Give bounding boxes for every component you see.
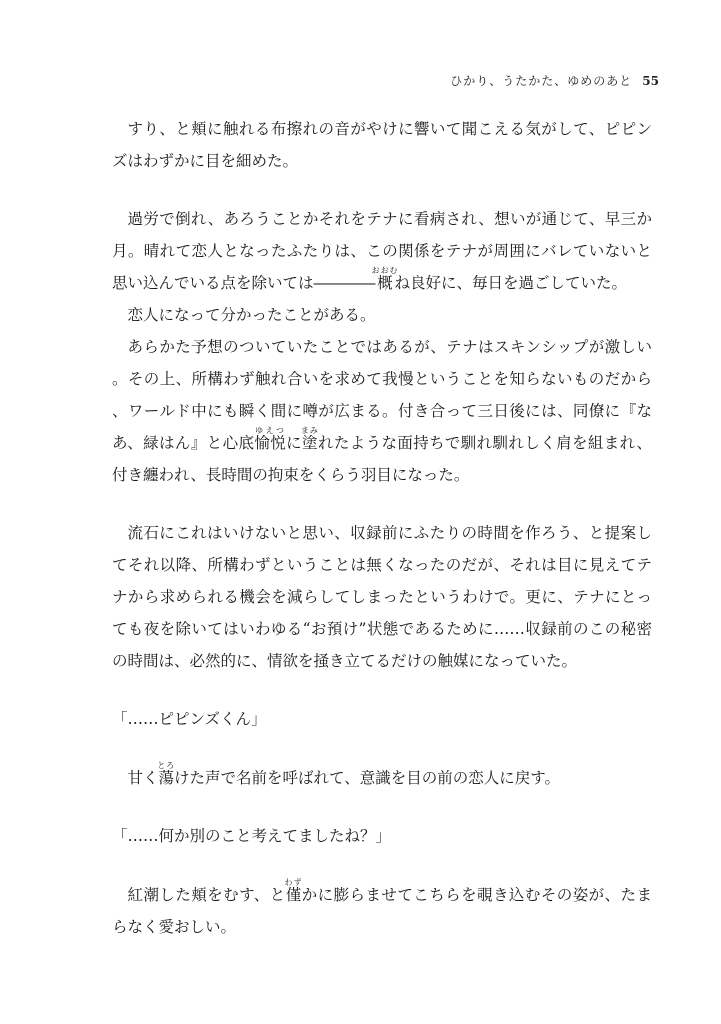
ruby-toro: 蕩とろ [157, 761, 176, 787]
section-gap [112, 852, 652, 878]
running-title: ひかり、うたかた、ゆめのあと [450, 74, 633, 88]
paragraph-4: あらかた予想のついていたことではあるが、テナはスキンシップが激しい。その上、所構わず触れ合いを求めて我慢ということを知らないものだから、ワールド中にも瞬く間に噂が広まる。付き合って三日後には、同僚に『なあ、緑はん』と心底愉悦ゆえつに塗まみれたような面持ちで馴れ馴れしく肩を組まれ、付き纏われ、長時間の拘束をくらう羽目になった。 [112, 338, 652, 484]
body-text [112, 113, 652, 943]
section-gap [112, 677, 652, 703]
paragraph-2: 過労で倒れ、あろうことかそれをテナに看病され、想いが通じて、早三か月。晴れて恋人となったふたりは、この関係をテナが周囲にバレていないと思い込んでいる点を除いては――――概おおむね良好に、毎日を過ごしていた。 [112, 210, 652, 292]
paragraph-5: 流石にこれはいけないと思い、収録前にふたりの時間を作ろう、と提案してそれ以降、所構わずということは無くなったのだが、それは目に見えてテナから求められる機会を減らしてしまったというわけで。更に、テナにとっても夜を除いてはいわゆる“お預け”状態であるために……収録前のこの秘密の時間は、必然的に、情欲を掻き立てるだけの触媒になっていた。 [112, 524, 652, 670]
section-gap [112, 794, 652, 820]
section-gap [112, 491, 652, 517]
page-number: 55 [642, 74, 659, 88]
ruby-yuetsu: 愉悦ゆえつ [254, 426, 287, 452]
paragraph-1: すり、と頬に触れる布擦れの音がやけに響いて聞こえる気がして、ピピンズはわずかに目を細めた。 [112, 120, 652, 170]
section-gap [112, 735, 652, 761]
dialogue-1: 「……ピピンズくん」 [112, 710, 267, 728]
ruby-mami: 塗まみ [300, 426, 319, 452]
ruby-wazu: 僅わず [284, 878, 303, 904]
paragraph-3: 恋人になって分かったことがある。 [127, 306, 376, 324]
running-head [450, 72, 659, 89]
ruby-gaisei: 概おおむ [371, 266, 399, 292]
paragraph-6: 甘く蕩とろけた声で名前を呼ばれて、意識を目の前の恋人に戻す。 [127, 761, 560, 787]
paragraph-7: 紅潮した頬をむす、と僅わずかに膨らませてこちらを覗き込むその姿が、たまらなく愛おしい。 [112, 878, 652, 936]
section-gap [112, 177, 652, 203]
dialogue-2: 「……何か別のこと考えてましたね？」 [112, 827, 392, 845]
